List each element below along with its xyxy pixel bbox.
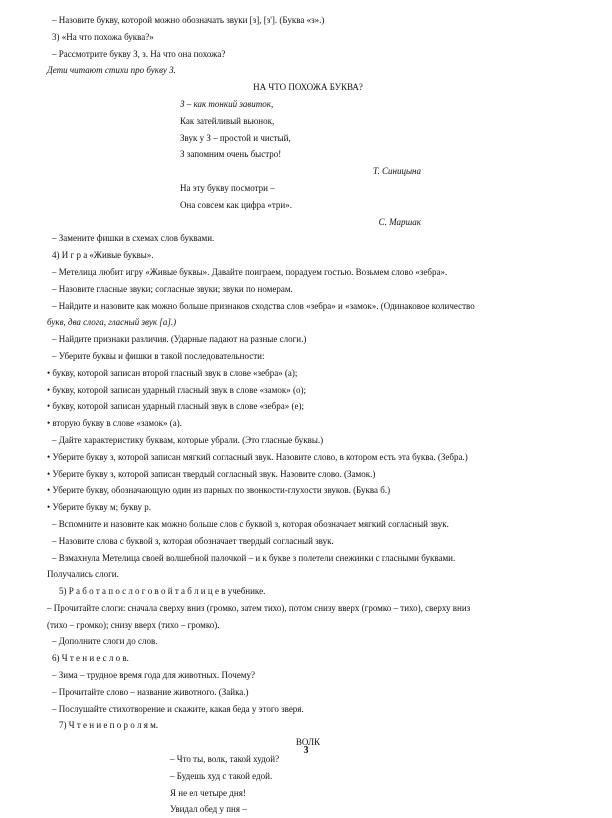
section-heading: 7) Ч т е н и е п о р о л я м.	[59, 720, 159, 731]
text-line: Дети читают стихи про букву З.	[47, 65, 176, 76]
text-line: – Назовите гласные звуки; согласные звуки; звуки по номерам.	[52, 283, 293, 294]
text-line: – Назовите слова с буквой з, которая обозначает твердый согласный звук.	[52, 535, 334, 546]
list-item: • вторую букву в слове «замок» (а).	[47, 418, 182, 429]
text-line: букв, два слога, гласный звук [а].)	[47, 317, 177, 328]
poem-author: Т. Синицына	[373, 166, 421, 177]
document-page	[47, 12, 569, 818]
list-item: • Уберите букву з, которой записан твердый согласный звук. Назовите слово. (Замок.)	[47, 468, 376, 479]
text-line: – Уберите буквы и фишки в такой последовательности:	[52, 350, 265, 361]
text-line: – Взмахнула Метелица своей волшебной палочкой – и к букве з полетели снежинки с гласными буквами.	[52, 552, 456, 563]
text-line: – Дополните слоги до слов.	[52, 636, 158, 647]
list-item-text: букву, которой записан ударный гласный звук в слове «замок» (о);	[52, 384, 306, 395]
poem-line: Увидал обед у пня –	[170, 804, 247, 815]
section-heading: 5) Р а б о т а п о с л о г о в о й т а б л и ц е в учебнике.	[59, 586, 266, 597]
list-item: • Уберите букву м; букву р.	[47, 502, 151, 513]
poem-line: Она совсем как цифра «три».	[180, 199, 292, 210]
text-line: – Назовите букву, которой можно обозначать звуки [з], [з']. (Буква «з».)	[52, 15, 325, 25]
text-line: – Метелица любит игру «Живые буквы». Давайте поиграем, порадуем гостью. Возьмем слово «зебра».	[52, 266, 448, 277]
list-item-text: букву, которой записан ударный гласный звук в слове «зебра» (е);	[52, 401, 304, 412]
poem-line: Звук у З – простой и чистый,	[180, 132, 291, 143]
text-line: – Найдите признаки различия. (Ударные падают на разные слоги.)	[52, 334, 307, 345]
poem-line: Как затейливый вьюнок,	[180, 115, 275, 126]
poem-line: З – как тонкий завиток,	[180, 98, 274, 109]
list-item-text: Уберите букву м; букву р.	[52, 502, 151, 513]
text-line: – Послушайте стихотворение и скажите, какая беда у этого зверя.	[52, 703, 304, 714]
poem-heading: ВОЛК	[295, 737, 321, 748]
text-line: – Дайте характеристику буквам, которые убрали. (Это гласные буквы.)	[52, 434, 324, 445]
list-item-text: Уберите букву, обозначающую один из парных по звонкости-глухости звуков. (Буква б.)	[52, 485, 391, 496]
page-number: 3	[303, 745, 309, 756]
list-item-text: Уберите букву з, которой записан мягкий согласный звук. Назовите слово, в котором есть эта буква. (Зебра.)	[52, 451, 468, 462]
text-line: Получались слоги.	[47, 569, 119, 580]
text-line: – Вспомните и назовите как можно больше слов с буквой з, которая обозначает мягкий согласный звук.	[52, 518, 449, 529]
text-line: – Замените фишки в схемах слов буквами.	[52, 233, 215, 244]
poem-line: На эту букву посмотри –	[180, 182, 275, 193]
poem-author: С. Маршак	[378, 216, 421, 227]
text-line: – Прочитайте слово – название животного. (Зайка.)	[52, 686, 249, 697]
list-item: • букву, которой записан второй гласный звук в слове «зебра» (а);	[47, 367, 298, 378]
list-item: • Уберите букву, обозначающую один из парных по звонкости-глухости звуков. (Буква б.)	[47, 485, 391, 496]
text-line: 4) И г р а «Живые буквы».	[52, 250, 154, 261]
poem-line: Я не ел четыре дня!	[170, 787, 246, 798]
text-line: – Зима – трудное время года для животных. Почему?	[52, 670, 256, 681]
list-item: • букву, которой записан ударный гласный звук в слове «замок» (о);	[47, 384, 306, 395]
list-item: • букву, которой записан ударный гласный звук в слове «зебра» (е);	[47, 401, 304, 412]
text-line: – Найдите и назовите как можно больше признаков сходства слов «зебра» и «замок». (Одинаковое количество	[52, 300, 475, 311]
poem-line: – Что ты, волк, такой худой?	[170, 754, 280, 765]
text-line: – Рассмотрите букву З, з. На что она похожа?	[52, 48, 226, 59]
poem-line: З запомним очень быстро!	[180, 149, 282, 160]
section-heading: 6) Ч т е н и е с л о в.	[52, 653, 129, 664]
text-line: (тихо – громко); снизу вверх (тихо – громко).	[47, 619, 220, 630]
list-item-text: Уберите букву з, которой записан твердый согласный звук. Назовите слово. (Замок.)	[52, 468, 376, 479]
text-line: 3) «На что похожа буква?»	[52, 31, 154, 42]
poem-line: – Будешь худ с такой едой.	[170, 770, 273, 781]
poem-heading: НА ЧТО ПОХОЖА БУКВА?	[253, 82, 363, 93]
text-line: – Прочитайте слоги: сначала сверху вниз (громко, затем тихо), потом снизу вверх (громко – тихо), сверху вниз	[47, 602, 471, 613]
list-item: • Уберите букву з, которой записан мягкий согласный звук. Назовите слово, в котором есть эта буква. (Зебра.)	[47, 451, 468, 462]
list-item-text: вторую букву в слове «замок» (а).	[52, 418, 182, 429]
list-item-text: букву, которой записан второй гласный звук в слове «зебра» (а);	[52, 367, 298, 378]
